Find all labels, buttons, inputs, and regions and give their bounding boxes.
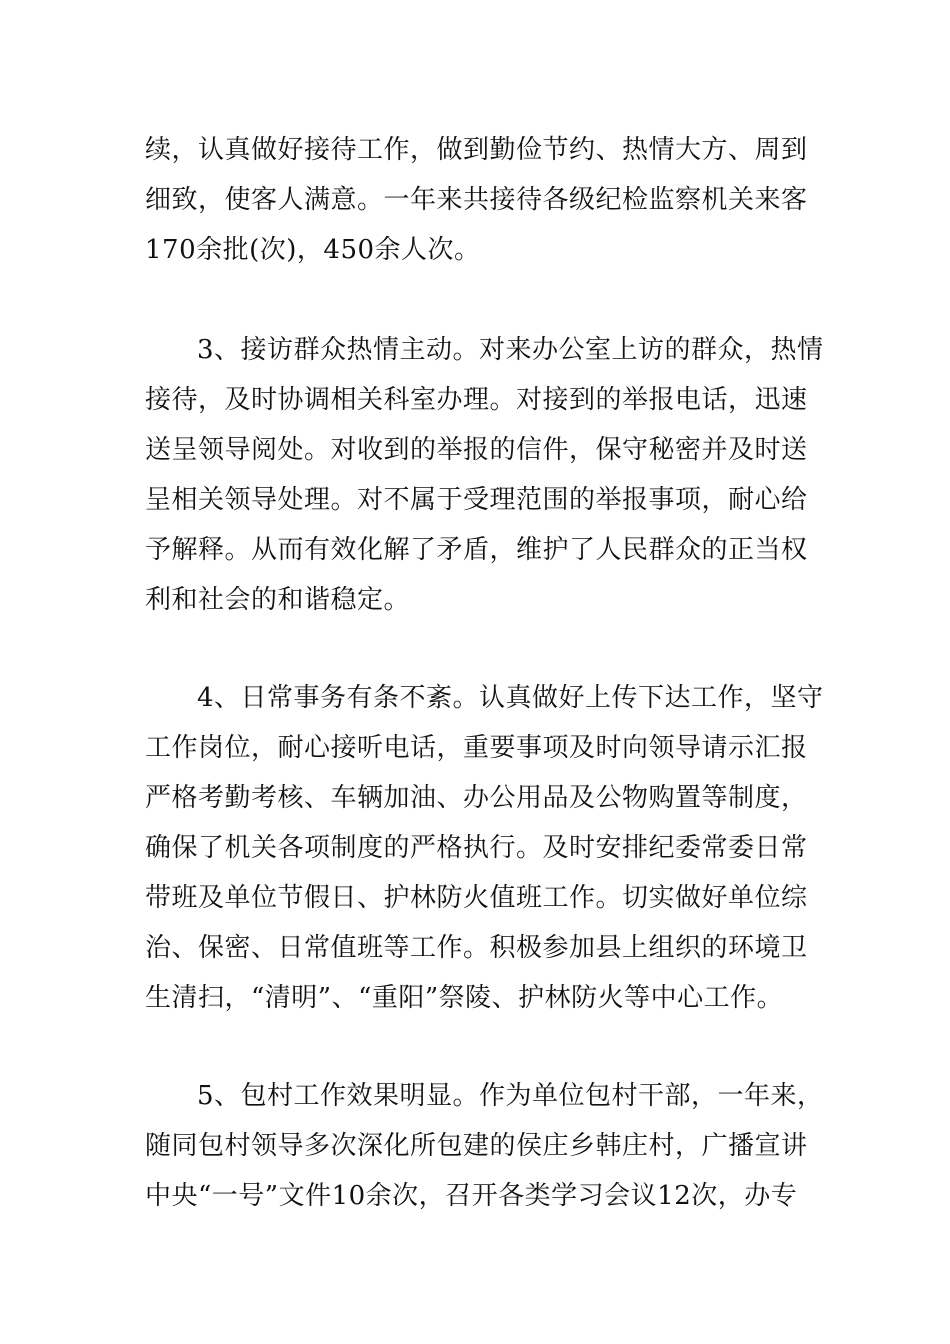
text-line: 呈相关领导处理。对不属于受理范围的举报事项，耐心给	[145, 485, 808, 515]
text-line: 带班及单位节假日、护林防火值班工作。切实做好单位综	[145, 883, 808, 913]
text-line: 利和社会的和谐稳定。	[145, 585, 411, 615]
text-line: 生清扫，“清明”、“重阳”祭陵、护林防火等中心工作。	[145, 983, 784, 1013]
text-line: 续，认真做好接待工作，做到勤俭节约、热情大方、周到	[145, 135, 808, 165]
text-line: 170余批(次)，450余人次。	[145, 235, 481, 265]
text-line: 确保了机关各项制度的严格执行。及时安排纪委常委日常	[145, 833, 808, 863]
text-line: 送呈领导阅处。对收到的举报的信件，保守秘密并及时送	[145, 435, 808, 465]
text-line: 中央“一号”文件10余次，召开各类学习会议12次，办专	[145, 1181, 798, 1211]
text-line: 5、包村工作效果明显。作为单位包村干部，一年来，	[197, 1081, 824, 1111]
text-line: 予解释。从而有效化解了矛盾，维护了人民群众的正当权	[145, 535, 808, 565]
text-line: 工作岗位，耐心接听电话，重要事项及时向领导请示汇报	[145, 733, 808, 763]
text-line: 接待，及时协调相关科室办理。对接到的举报电话，迅速	[145, 385, 808, 415]
text-line: 4、日常事务有条不紊。认真做好上传下达工作，坚守	[197, 683, 824, 713]
text-line: 治、保密、日常值班等工作。积极参加县上组织的环境卫	[145, 933, 808, 963]
text-line: 随同包村领导多次深化所包建的侯庄乡韩庄村，广播宣讲	[145, 1131, 808, 1161]
text-line: 3、接访群众热情主动。对来办公室上访的群众，热情	[197, 335, 824, 365]
text-line: 严格考勤考核、车辆加油、办公用品及公物购置等制度，	[145, 783, 808, 813]
text-line: 细致，使客人满意。一年来共接待各级纪检监察机关来客	[145, 185, 808, 215]
